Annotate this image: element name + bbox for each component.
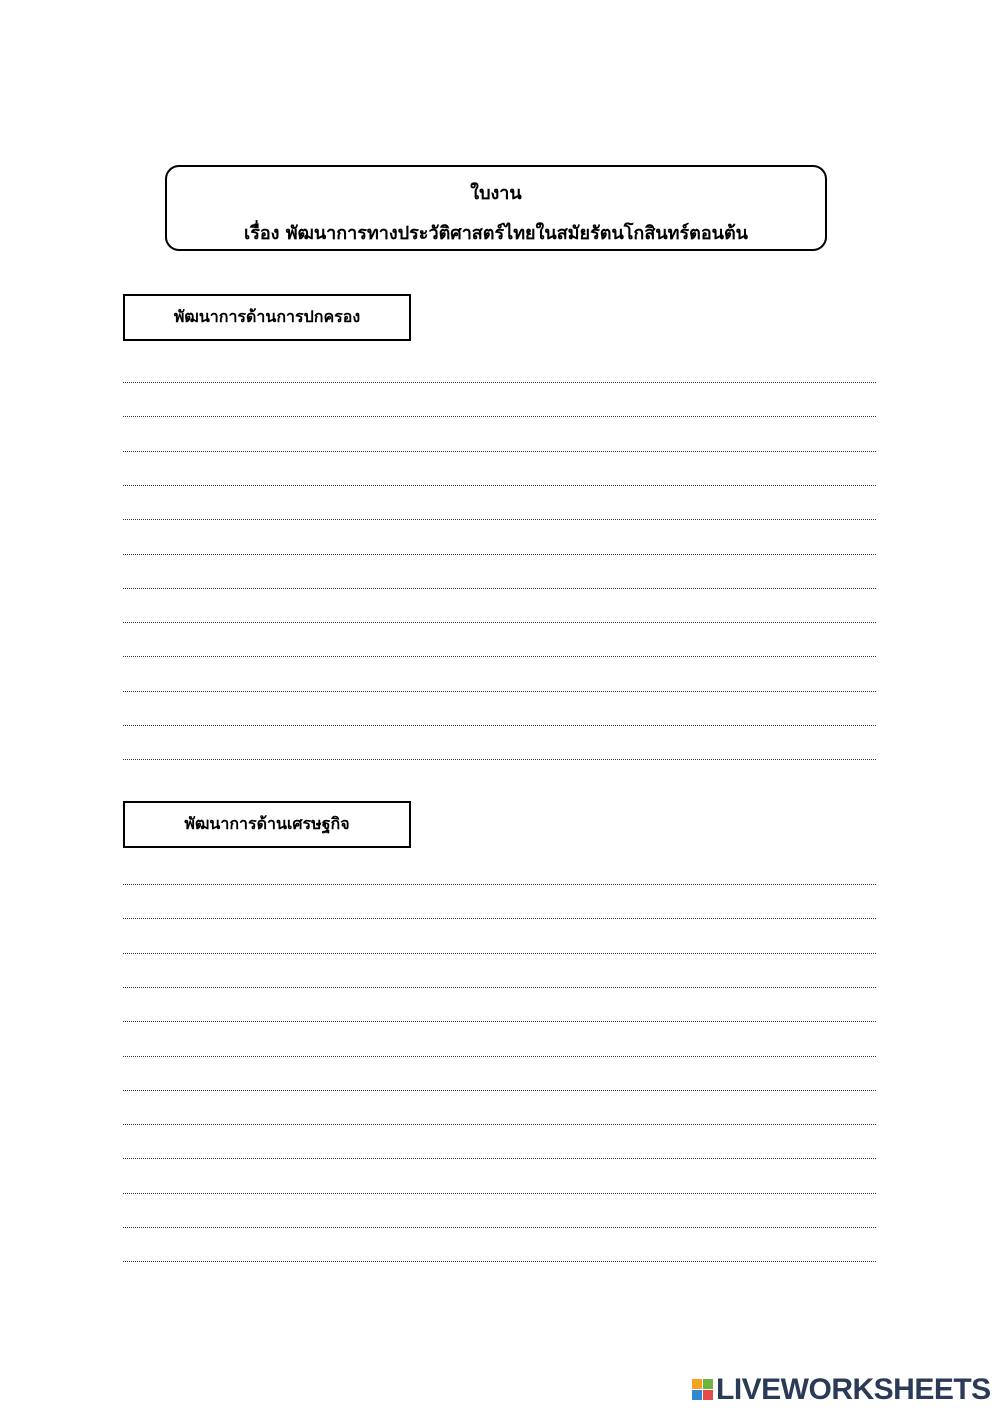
answer-area-economy[interactable] <box>123 884 876 1263</box>
liveworksheets-logo-icon <box>692 1379 714 1401</box>
answer-line[interactable] <box>123 588 876 589</box>
answer-line[interactable] <box>123 656 876 657</box>
answer-line[interactable] <box>123 1158 876 1159</box>
answer-line[interactable] <box>123 451 876 452</box>
answer-line[interactable] <box>123 1227 876 1228</box>
answer-line[interactable] <box>123 759 876 760</box>
answer-line[interactable] <box>123 1124 876 1125</box>
answer-line[interactable] <box>123 519 876 520</box>
answer-line[interactable] <box>123 953 876 954</box>
answer-line[interactable] <box>123 554 876 555</box>
brand-name: LIVEWORKSHEETS <box>716 1373 991 1406</box>
worksheet-subtitle: เรื่อง พัฒนาการทางประวัติศาสตร์ไทยในสมัยรัตนโกสินทร์ตอนต้น <box>244 223 748 244</box>
answer-line[interactable] <box>123 485 876 486</box>
answer-line[interactable] <box>123 1021 876 1022</box>
section-heading-governance: พัฒนาการด้านการปกครอง <box>123 294 411 341</box>
answer-line[interactable] <box>123 725 876 726</box>
answer-line[interactable] <box>123 884 876 885</box>
answer-line[interactable] <box>123 918 876 919</box>
worksheet-title-box <box>165 165 827 251</box>
answer-line[interactable] <box>123 987 876 988</box>
answer-line[interactable] <box>123 1090 876 1091</box>
worksheet-title: ใบงาน <box>470 183 522 204</box>
answer-line[interactable] <box>123 1261 876 1262</box>
liveworksheets-brand <box>692 1375 991 1405</box>
answer-line[interactable] <box>123 1056 876 1057</box>
section-heading-economy: พัฒนาการด้านเศรษฐกิจ <box>123 801 411 848</box>
answer-line[interactable] <box>123 622 876 623</box>
answer-line[interactable] <box>123 1193 876 1194</box>
answer-line[interactable] <box>123 416 876 417</box>
answer-area-governance[interactable] <box>123 382 876 761</box>
answer-line[interactable] <box>123 691 876 692</box>
answer-line[interactable] <box>123 382 876 383</box>
